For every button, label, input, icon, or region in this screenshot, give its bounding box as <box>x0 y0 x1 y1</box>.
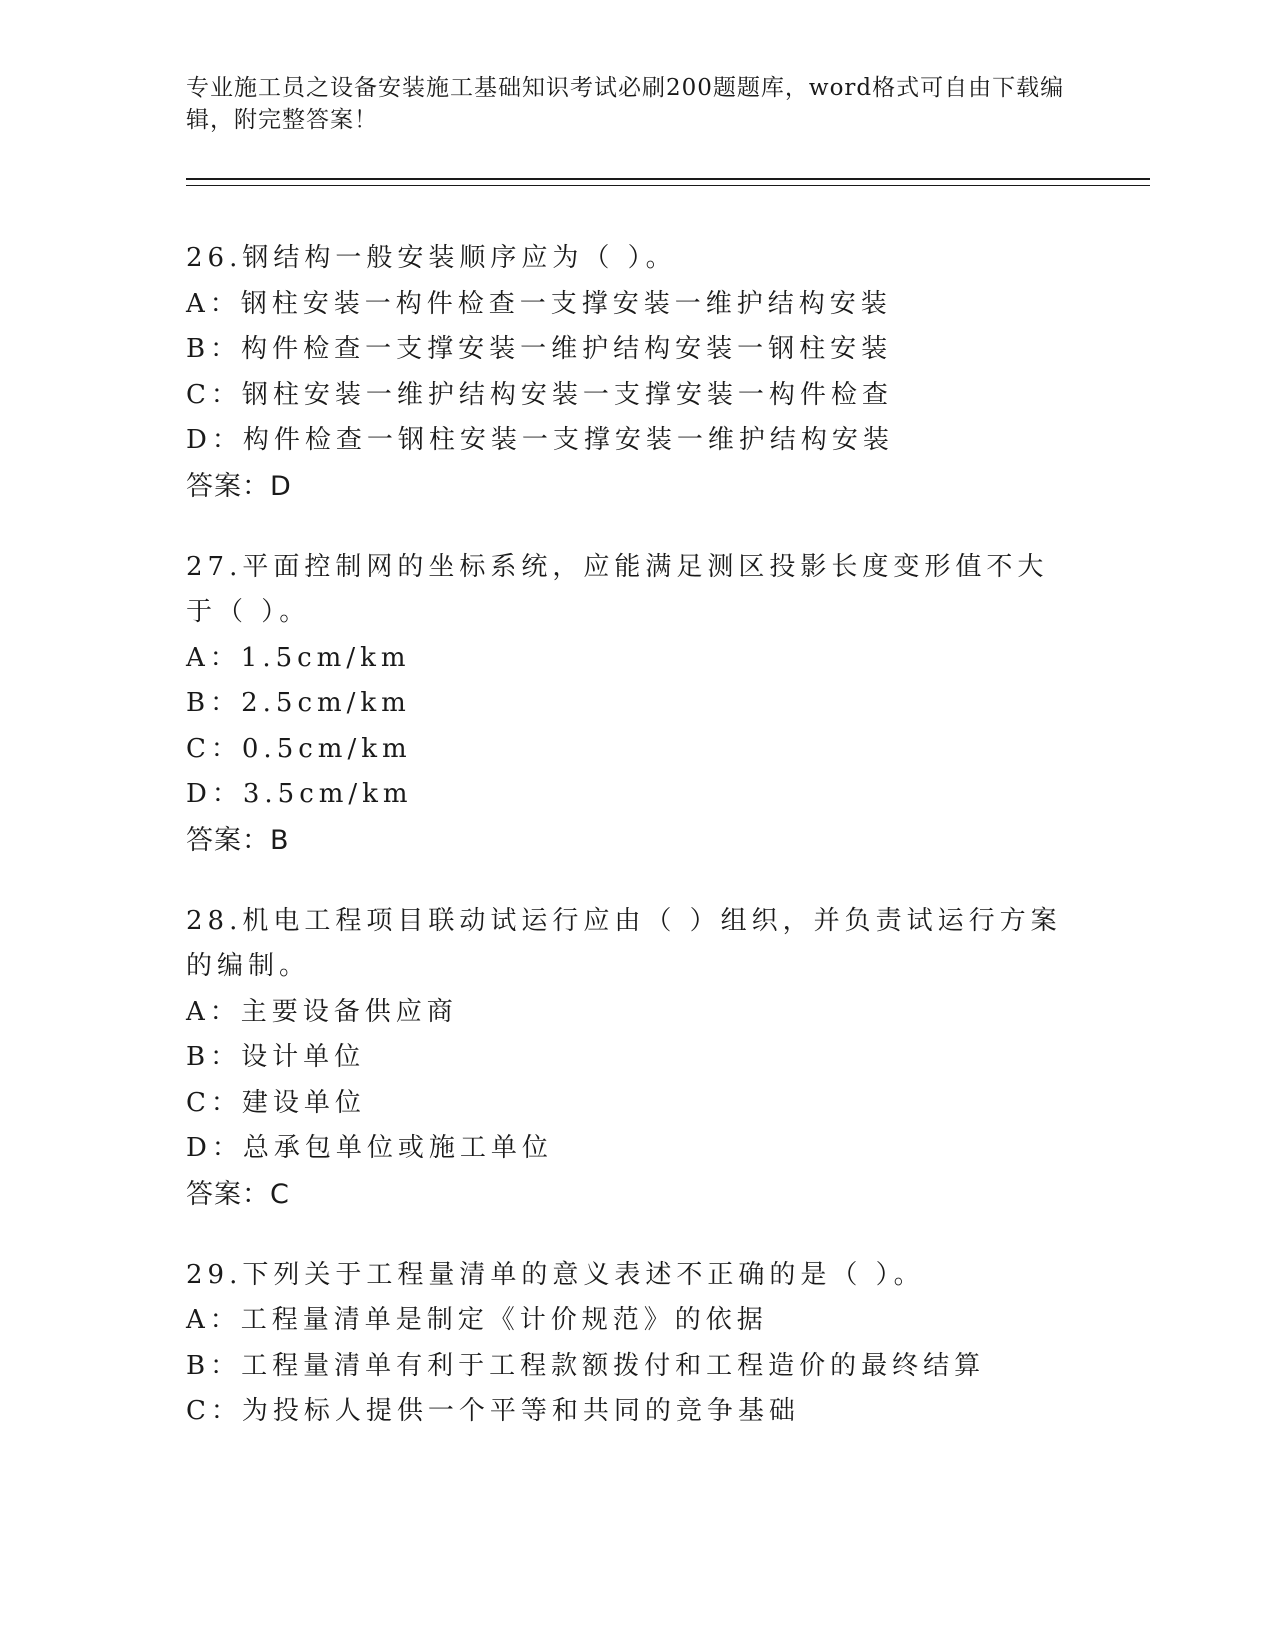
question-26 <box>186 236 1066 509</box>
option-c: C：钢柱安装一维护结构安装一支撑安装一构件检查 <box>186 379 893 410</box>
option-b: B：工程量清单有利于工程款额拨付和工程造价的最终结算 <box>186 1350 986 1381</box>
header-title: 专业施工员之设备安装施工基础知识考试必刷200题题库，word格式可自由下载编辑，附完整答案！ <box>186 75 1065 133</box>
option-a: A：1.5cm/km <box>186 642 411 673</box>
option-b: B：构件检查一支撑安装一维护结构安装一钢柱安装 <box>186 334 893 364</box>
option-a: A：工程量清单是制定《计价规范》的依据 <box>186 1305 768 1335</box>
option-a: A：钢柱安装一构件检查一支撑安装一维护结构安装 <box>186 288 892 319</box>
option-b: B：设计单位 <box>186 1042 366 1072</box>
question-27 <box>186 545 1066 863</box>
option-c: C：0.5cm/km <box>186 733 412 764</box>
answer-line: 答案：D <box>186 470 292 502</box>
question-29 <box>186 1253 1066 1435</box>
option-b: B：2.5cm/km <box>186 688 411 718</box>
header-divider <box>186 178 1150 186</box>
option-d: D：构件检查一钢柱安装一支撑安装一维护结构安装 <box>186 425 894 455</box>
question-stem: 28.机电工程项目联动试运行应由（ ）组织，并负责试运行方案的编制。 <box>186 905 1062 981</box>
question-stem: 27.平面控制网的坐标系统，应能满足测区投影长度变形值不大于（ ）。 <box>186 551 1049 627</box>
document-header <box>186 72 1066 136</box>
question-list <box>186 236 1066 1471</box>
question-stem: 26.钢结构一般安装顺序应为（ ）。 <box>186 243 677 273</box>
answer-line: 答案：C <box>186 1178 290 1210</box>
question-28 <box>186 899 1066 1217</box>
option-c: C：为投标人提供一个平等和共同的竞争基础 <box>186 1396 800 1426</box>
option-c: C：建设单位 <box>186 1087 366 1118</box>
question-stem: 29.下列关于工程量清单的意义表述不正确的是（ ）。 <box>186 1259 925 1290</box>
answer-line: 答案：B <box>186 824 290 856</box>
option-a: A：主要设备供应商 <box>186 996 458 1027</box>
option-d: D：3.5cm/km <box>186 779 413 809</box>
option-d: D：总承包单位或施工单位 <box>186 1133 553 1163</box>
